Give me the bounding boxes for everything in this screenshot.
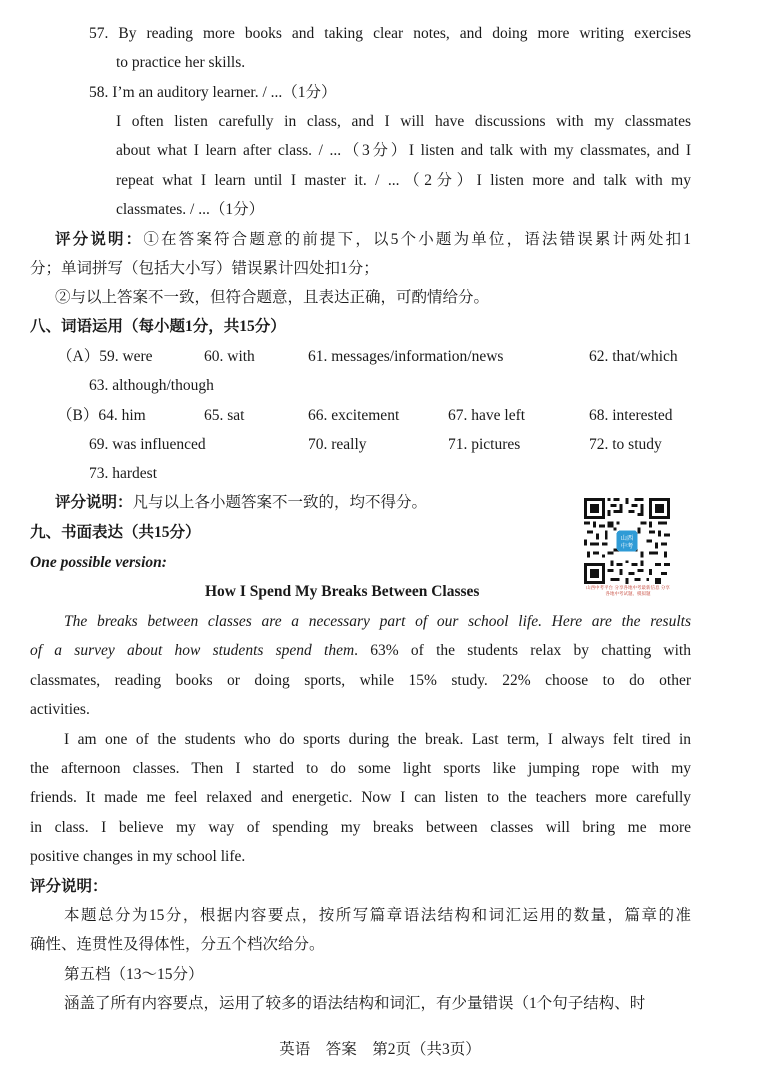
answer-69: 69. was influenced bbox=[89, 436, 206, 453]
essay-p1-line-4: activities. bbox=[30, 701, 90, 718]
q58-line-2: I often listen carefully in class, and I will have discussions with my classmates bbox=[116, 113, 691, 130]
essay-notes-line-2: 确性、连贯性及得体性，分五个档次给分。 bbox=[30, 936, 325, 953]
essay-p2-line-4: in class. I believe my way of spending my breaks between classes will bring me more bbox=[30, 819, 691, 836]
essay-p1-line-2 bbox=[30, 641, 691, 661]
essay-title: How I Spend My Breaks Between Classes bbox=[205, 583, 480, 600]
essay-p1-line-2-italic: of a survey about how students spend them bbox=[30, 642, 355, 659]
scoring-notes-line-3: ②与以上答案不一致，但符合题意，且表达正确，可酌情给分。 bbox=[55, 289, 490, 306]
answer-59: （A）59. were bbox=[57, 348, 153, 365]
qr-caption: 山西中考平台 分享各地中考最新信息 分享各地中考试题、模拟题 bbox=[586, 586, 670, 597]
q58-line-4: repeat what I learn until I master it. / ...（2分）I listen more and talk with my bbox=[116, 172, 691, 189]
answer-61: 61. messages/information/news bbox=[308, 348, 504, 365]
q58-line-1: 58. I’m an auditory learner. / ...（1分） bbox=[89, 84, 337, 101]
essay-p1-line-1: The breaks between classes are a necessary part of our school life. Here are the results bbox=[64, 613, 691, 630]
essay-notes-line-1: 本题总分为15分，根据内容要点，按所写篇章语法结构和词汇运用的数量，篇章的准 bbox=[64, 907, 691, 924]
section-8-title: 八、词语运用（每小题1分，共15分） bbox=[30, 318, 286, 335]
answer-73: 73. hardest bbox=[89, 465, 158, 482]
answer-62: 62. that/which bbox=[589, 348, 678, 365]
answer-63: 63. although/though bbox=[89, 377, 214, 394]
essay-p2-line-1: I am one of the students who do sports during the break. Last term, I always felt tired in bbox=[64, 731, 691, 748]
essay-p1-line-3: classmates, reading books or doing sports, while 15% study. 22% choose to do other bbox=[30, 672, 691, 689]
essay-notes-label: 评分说明： bbox=[30, 878, 108, 895]
grade-5-heading: 第五档（13～15分） bbox=[64, 966, 204, 983]
q58-line-5: classmates. / ...（1分） bbox=[116, 201, 265, 218]
scoring-notes-text: ①在答案符合题意的前提下，以5个小题为单位，语法错误累计两处扣1 bbox=[143, 231, 691, 248]
section-8-notes-text: 凡与以上各小题答案不一致的，均不得分。 bbox=[132, 494, 428, 511]
section-8-notes-label: 评分说明： bbox=[55, 494, 133, 511]
version-label: One possible version: bbox=[30, 554, 167, 571]
scoring-notes-line-2: 分；单词拼写（包括大小写）错误累计四处扣1分； bbox=[30, 260, 379, 277]
answer-64: （B）64. him bbox=[57, 407, 146, 424]
answer-65: 65. sat bbox=[204, 407, 245, 424]
qr-code[interactable] bbox=[584, 498, 670, 584]
scoring-notes-line-1 bbox=[55, 230, 691, 250]
qr-center-logo-icon: 山西 bbox=[620, 535, 634, 543]
scoring-notes-label: 评分说明： bbox=[55, 231, 144, 248]
essay-p2-line-5: positive changes in my school life. bbox=[30, 848, 246, 865]
answer-60: 60. with bbox=[204, 348, 255, 365]
grade-5-description: 涵盖了所有内容要点，运用了较多的语法结构和词汇，有少量错误（1个句子结构、时 bbox=[64, 995, 646, 1012]
answer-72: 72. to study bbox=[589, 436, 662, 453]
answer-70: 70. really bbox=[308, 436, 367, 453]
answer-68: 68. interested bbox=[589, 407, 673, 424]
essay-p2-line-3: friends. It made me feel relaxed and energetic. Now I can listen to the teachers more carefully bbox=[30, 789, 691, 806]
svg-text:中考: 中考 bbox=[620, 542, 634, 550]
answer-71: 71. pictures bbox=[448, 436, 521, 453]
essay-p2-line-2: the afternoon classes. Then I started to do some light sports like jumping rope with my bbox=[30, 760, 691, 777]
q58-line-3: about what I learn after class. / ...（3分）I listen and talk with my classmates, and I bbox=[116, 142, 691, 159]
section-9-title: 九、书面表达（共15分） bbox=[30, 524, 201, 541]
answer-66: 66. excitement bbox=[308, 407, 400, 424]
q57-line-2: to practice her skills. bbox=[116, 54, 246, 71]
answer-67: 67. have left bbox=[448, 407, 526, 424]
page-footer: 英语 答案 第2页（共3页） bbox=[279, 1041, 481, 1058]
section-8-notes bbox=[55, 493, 427, 513]
q57-line-1: 57. By reading more books and taking clear notes, and doing more writing exercises bbox=[89, 25, 691, 42]
essay-p1-line-2-rest: . 63% of the students relax by chatting with bbox=[354, 642, 691, 659]
